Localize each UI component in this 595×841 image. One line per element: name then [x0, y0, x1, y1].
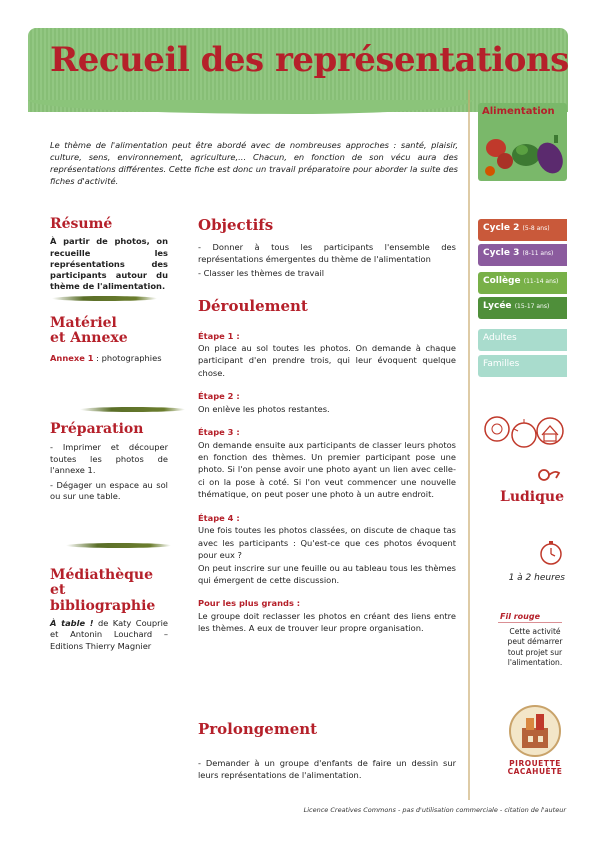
step-text: On demande ensuite aux participants de classer leurs photos en fonction des thèmes. Un premier participant pose une photo. Si l'on pense avoir une photo ayant un lien avec celle-ci on la pose à coté. Si l'on veut commencer une nouvelle thématique, on peut poser une photo à un autre endroit. — [198, 439, 456, 500]
sun-icon — [512, 423, 536, 447]
level-ages: (5-8 ans) — [522, 225, 550, 232]
step-block — [198, 330, 456, 380]
resume-text: À partir de photos, on recueille les représentations des participants autour du thème de l'alimentation. — [50, 236, 168, 292]
pirouette-cacahuete-logo — [508, 704, 562, 758]
level-label: Lycée — [483, 301, 512, 311]
annex-link[interactable]: Annexe 1 — [50, 352, 94, 363]
level-adultes — [478, 329, 567, 351]
preparation-section — [50, 422, 168, 502]
mediatheque-section — [50, 568, 168, 652]
level-label: Familles — [483, 359, 520, 369]
step-block — [198, 597, 456, 634]
materiel-heading-line2: et Annexe — [50, 330, 128, 347]
brush-divider — [52, 296, 157, 301]
deroulement-heading: Déroulement — [198, 297, 308, 315]
house-icon — [537, 418, 563, 444]
step-label: Étape 2 : — [198, 391, 240, 402]
preparation-heading: Préparation — [50, 421, 144, 437]
step-label: Pour les plus grands : — [198, 598, 301, 609]
theme-label: Alimentation — [482, 106, 555, 117]
annex-line — [50, 353, 168, 364]
level-ages: (8-11 ans) — [522, 250, 554, 257]
book-title: À table ! — [50, 618, 94, 629]
fil-rouge-title: Fil rouge — [500, 612, 541, 621]
intro-paragraph: Le thème de l'alimentation peut être abordé avec de nombreuses approches : santé, plaisir, culture, sens, environnement, agriculture,... Chacun, en fonction de son vécu aura des représentations différentes. Cette fiche est donc un travail préparatoire pour aborder la suite des fiches d'activité. — [50, 140, 458, 187]
level-college — [478, 272, 567, 294]
materiel-heading-line1: Matériel — [50, 315, 117, 331]
annex-description: : photographies — [93, 352, 162, 363]
level-cycle-2 — [478, 219, 567, 241]
theme-card — [478, 103, 567, 181]
step-block — [198, 390, 456, 415]
book-details: de Katy Couprie et Antonin Louchard – Editions Thierry Magnier — [50, 618, 168, 651]
logo-text-line1: PIROUETTE — [509, 759, 561, 768]
objectif-item: - Donner à tous les participants l'ensemble des représentations émergentes du thème de l'alimentation — [198, 241, 456, 264]
activity-mode: Ludique — [499, 489, 564, 505]
deroulement-section — [198, 295, 456, 635]
level-lycee — [478, 297, 567, 319]
step-text: Une fois toutes les photos classées, on discute de chaque tas avec les participants : Qu'est-ce que ces photos évoquent pour eux ? On peut inscrire sur une feuille ou au tableau tous les thèmes qui émergent de cette discussion. — [198, 525, 456, 585]
clock-icon — [539, 540, 563, 566]
game-icon — [537, 466, 563, 484]
column-divider — [468, 90, 470, 800]
category-icons — [482, 413, 566, 453]
level-label: Cycle 2 — [483, 223, 520, 233]
vegetables-illustration — [478, 103, 567, 181]
orange-icon — [485, 417, 509, 441]
license-footer: Licence Creatives Commons - pas d'utilisation commerciale - citation de l'auteur — [303, 806, 566, 814]
materiel-section — [50, 316, 168, 364]
preparation-item: - Dégager un espace au sol ou sur une table. — [50, 479, 168, 502]
level-cycle-3 — [478, 244, 567, 266]
objectifs-heading: Objectifs — [198, 216, 274, 234]
brush-divider — [66, 543, 171, 548]
step-text: Le groupe doit reclasser les photos en créant des liens entre les thèmes. A eux de trouver leur propre organisation. — [198, 610, 456, 634]
step-block — [198, 426, 456, 501]
fil-rouge-text: Cette activité peut démarrer tout projet sur l'alimentation. — [507, 627, 563, 667]
step-label: Étape 4 : — [198, 512, 240, 523]
level-ages: (11-14 ans) — [523, 278, 559, 285]
step-block — [198, 512, 456, 587]
step-label: Étape 1 : — [198, 330, 240, 341]
level-label: Collège — [483, 276, 521, 286]
preparation-item: - Imprimer et découper toutes les photos de l'annexe 1. — [50, 442, 168, 475]
materiel-heading — [50, 316, 168, 347]
step-text: On enlève les photos restantes. — [198, 403, 330, 414]
prolongement-section — [198, 718, 456, 781]
mediatheque-heading-line1: Médiathèque et — [50, 567, 154, 599]
page-title: Recueil des représentations — [50, 40, 569, 80]
level-label: Cycle 3 — [483, 248, 520, 258]
duration: 1 à 2 heures — [508, 573, 565, 583]
resume-section — [50, 217, 168, 292]
level-label: Adultes — [483, 333, 517, 343]
mediatheque-heading — [50, 568, 168, 614]
book-reference — [50, 618, 168, 652]
objectifs-section — [198, 214, 456, 280]
prolongement-heading: Prolongement — [198, 720, 318, 738]
logo-text — [498, 760, 572, 777]
objectif-item: - Classer les thèmes de travail — [198, 268, 325, 279]
logo-text-line2: CACAHUÈTE — [507, 767, 563, 777]
step-text: On place au sol toutes les photos. On demande à chaque participant d'en prendre trois, qui leur évoquent quelque chose. — [198, 342, 456, 378]
brush-divider — [80, 407, 185, 412]
resume-heading: Résumé — [50, 216, 113, 232]
prolongement-text: - Demander à un groupe d'enfants de faire un dessin sur leurs représentations de l'alimentation. — [198, 757, 456, 780]
level-ages: (15-17 ans) — [514, 303, 550, 310]
fil-rouge-underline — [498, 622, 562, 623]
mediatheque-heading-line2: bibliographie — [50, 597, 156, 614]
step-label: Étape 3 : — [198, 427, 240, 438]
level-familles — [478, 355, 567, 377]
